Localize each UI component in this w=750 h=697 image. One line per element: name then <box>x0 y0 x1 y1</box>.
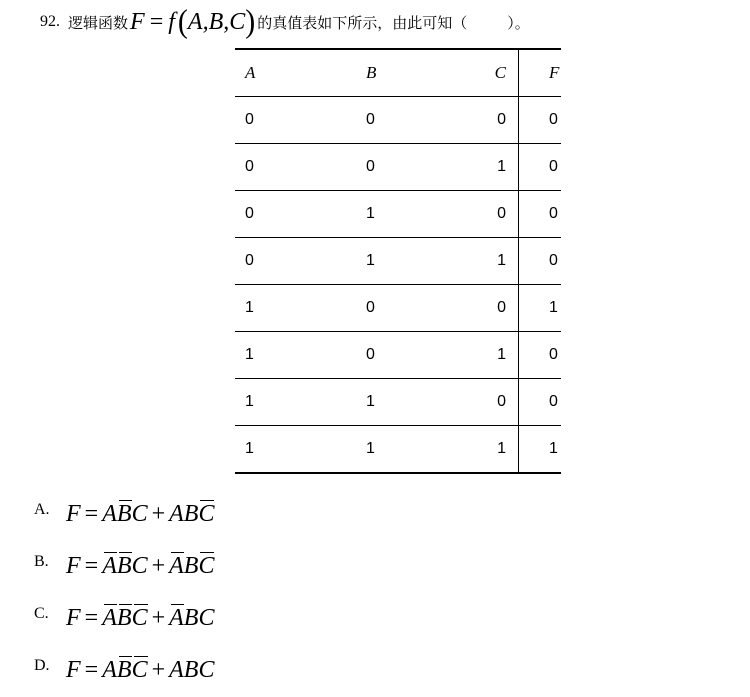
question-stem <box>40 3 530 40</box>
cell-a: 0 <box>235 238 357 285</box>
var-a: A <box>169 500 184 527</box>
expr-plus: + <box>151 604 166 631</box>
cell-b: 1 <box>357 238 478 285</box>
option-label: B. <box>34 553 49 570</box>
var-a-negated: A <box>102 604 117 631</box>
expr-lhs: F <box>66 604 81 631</box>
cell-c: 0 <box>478 379 519 426</box>
cell-c: 1 <box>478 238 519 285</box>
option-c[interactable] <box>34 598 214 638</box>
var-a-negated: A <box>169 552 184 579</box>
var-c-negated: C <box>198 500 215 527</box>
cell-f: 0 <box>519 379 562 426</box>
header-f: F <box>519 49 562 97</box>
cell-f: 0 <box>519 238 562 285</box>
var-c-negated: C <box>131 604 148 631</box>
cell-a: 0 <box>235 97 357 144</box>
formula-args: A,B,C <box>187 8 246 35</box>
table-row <box>235 97 561 144</box>
table-row <box>235 144 561 191</box>
cell-b: 0 <box>357 285 478 332</box>
cell-b: 1 <box>357 191 478 238</box>
question-text-after: 的真值表如下所示，由此可知（ <box>257 13 468 32</box>
cell-c: 0 <box>478 191 519 238</box>
var-a: A <box>169 656 184 683</box>
option-label: C. <box>34 605 49 622</box>
cell-b: 0 <box>357 144 478 191</box>
table-row <box>235 426 561 474</box>
expr-equals: = <box>84 500 99 527</box>
expr-plus: + <box>151 656 166 683</box>
cell-a: 0 <box>235 144 357 191</box>
formula-open-paren: ( <box>177 3 188 40</box>
option-label: A. <box>34 501 50 518</box>
table-row <box>235 238 561 285</box>
option-expression <box>66 501 214 528</box>
formula-close-paren: ) <box>245 3 256 40</box>
option-expression <box>66 605 214 632</box>
cell-c: 0 <box>478 285 519 332</box>
table-row <box>235 191 561 238</box>
var-a-negated: A <box>169 604 184 631</box>
table-row <box>235 285 561 332</box>
option-a[interactable] <box>34 494 214 534</box>
expr-equals: = <box>84 656 99 683</box>
var-b-negated: B <box>116 604 132 631</box>
function-formula <box>130 3 256 40</box>
cell-f: 0 <box>519 191 562 238</box>
formula-lhs: F <box>130 8 145 35</box>
cell-b: 1 <box>357 379 478 426</box>
var-b-negated: B <box>116 500 132 527</box>
var-b: B <box>183 604 199 631</box>
expr-equals: = <box>84 604 99 631</box>
var-a-negated: A <box>102 552 117 579</box>
header-b: B <box>357 49 478 97</box>
expr-lhs: F <box>66 656 81 683</box>
cell-b: 1 <box>357 426 478 474</box>
cell-a: 0 <box>235 191 357 238</box>
formula-equals: = <box>149 8 164 35</box>
var-c: C <box>198 656 215 683</box>
header-c: C <box>478 49 519 97</box>
cell-f: 0 <box>519 332 562 379</box>
var-b: B <box>183 500 199 527</box>
table-row <box>235 379 561 426</box>
cell-a: 1 <box>235 426 357 474</box>
cell-c: 1 <box>478 332 519 379</box>
option-expression <box>66 657 214 684</box>
option-d[interactable] <box>34 650 214 690</box>
option-b[interactable] <box>34 546 214 586</box>
expr-lhs: F <box>66 552 81 579</box>
table-row <box>235 332 561 379</box>
var-c: C <box>131 552 148 579</box>
truth-table-header-row <box>235 49 561 97</box>
header-a: A <box>235 49 357 97</box>
cell-c: 1 <box>478 144 519 191</box>
expr-lhs: F <box>66 500 81 527</box>
truth-table <box>235 48 561 474</box>
formula-func: f <box>168 8 175 35</box>
expr-equals: = <box>84 552 99 579</box>
cell-a: 1 <box>235 379 357 426</box>
var-b: B <box>183 656 199 683</box>
option-label: D. <box>34 657 50 674</box>
cell-b: 0 <box>357 97 478 144</box>
var-c: C <box>198 604 215 631</box>
var-c: C <box>131 500 148 527</box>
cell-c: 0 <box>478 97 519 144</box>
expr-plus: + <box>151 552 166 579</box>
cell-f: 0 <box>519 97 562 144</box>
var-b-negated: B <box>116 656 132 683</box>
cell-a: 1 <box>235 332 357 379</box>
question-text-before: 逻辑函数 <box>68 13 129 32</box>
question-number: 92. <box>40 13 60 30</box>
var-a: A <box>102 500 117 527</box>
question-close: ）。 <box>507 13 530 32</box>
var-c-negated: C <box>131 656 148 683</box>
var-c-negated: C <box>198 552 215 579</box>
var-b: B <box>183 552 199 579</box>
var-a: A <box>102 656 117 683</box>
expr-plus: + <box>151 500 166 527</box>
option-expression <box>66 553 214 580</box>
cell-f: 1 <box>519 285 562 332</box>
cell-f: 1 <box>519 426 562 474</box>
cell-b: 0 <box>357 332 478 379</box>
cell-a: 1 <box>235 285 357 332</box>
cell-f: 0 <box>519 144 562 191</box>
var-b-negated: B <box>116 552 132 579</box>
cell-c: 1 <box>478 426 519 474</box>
